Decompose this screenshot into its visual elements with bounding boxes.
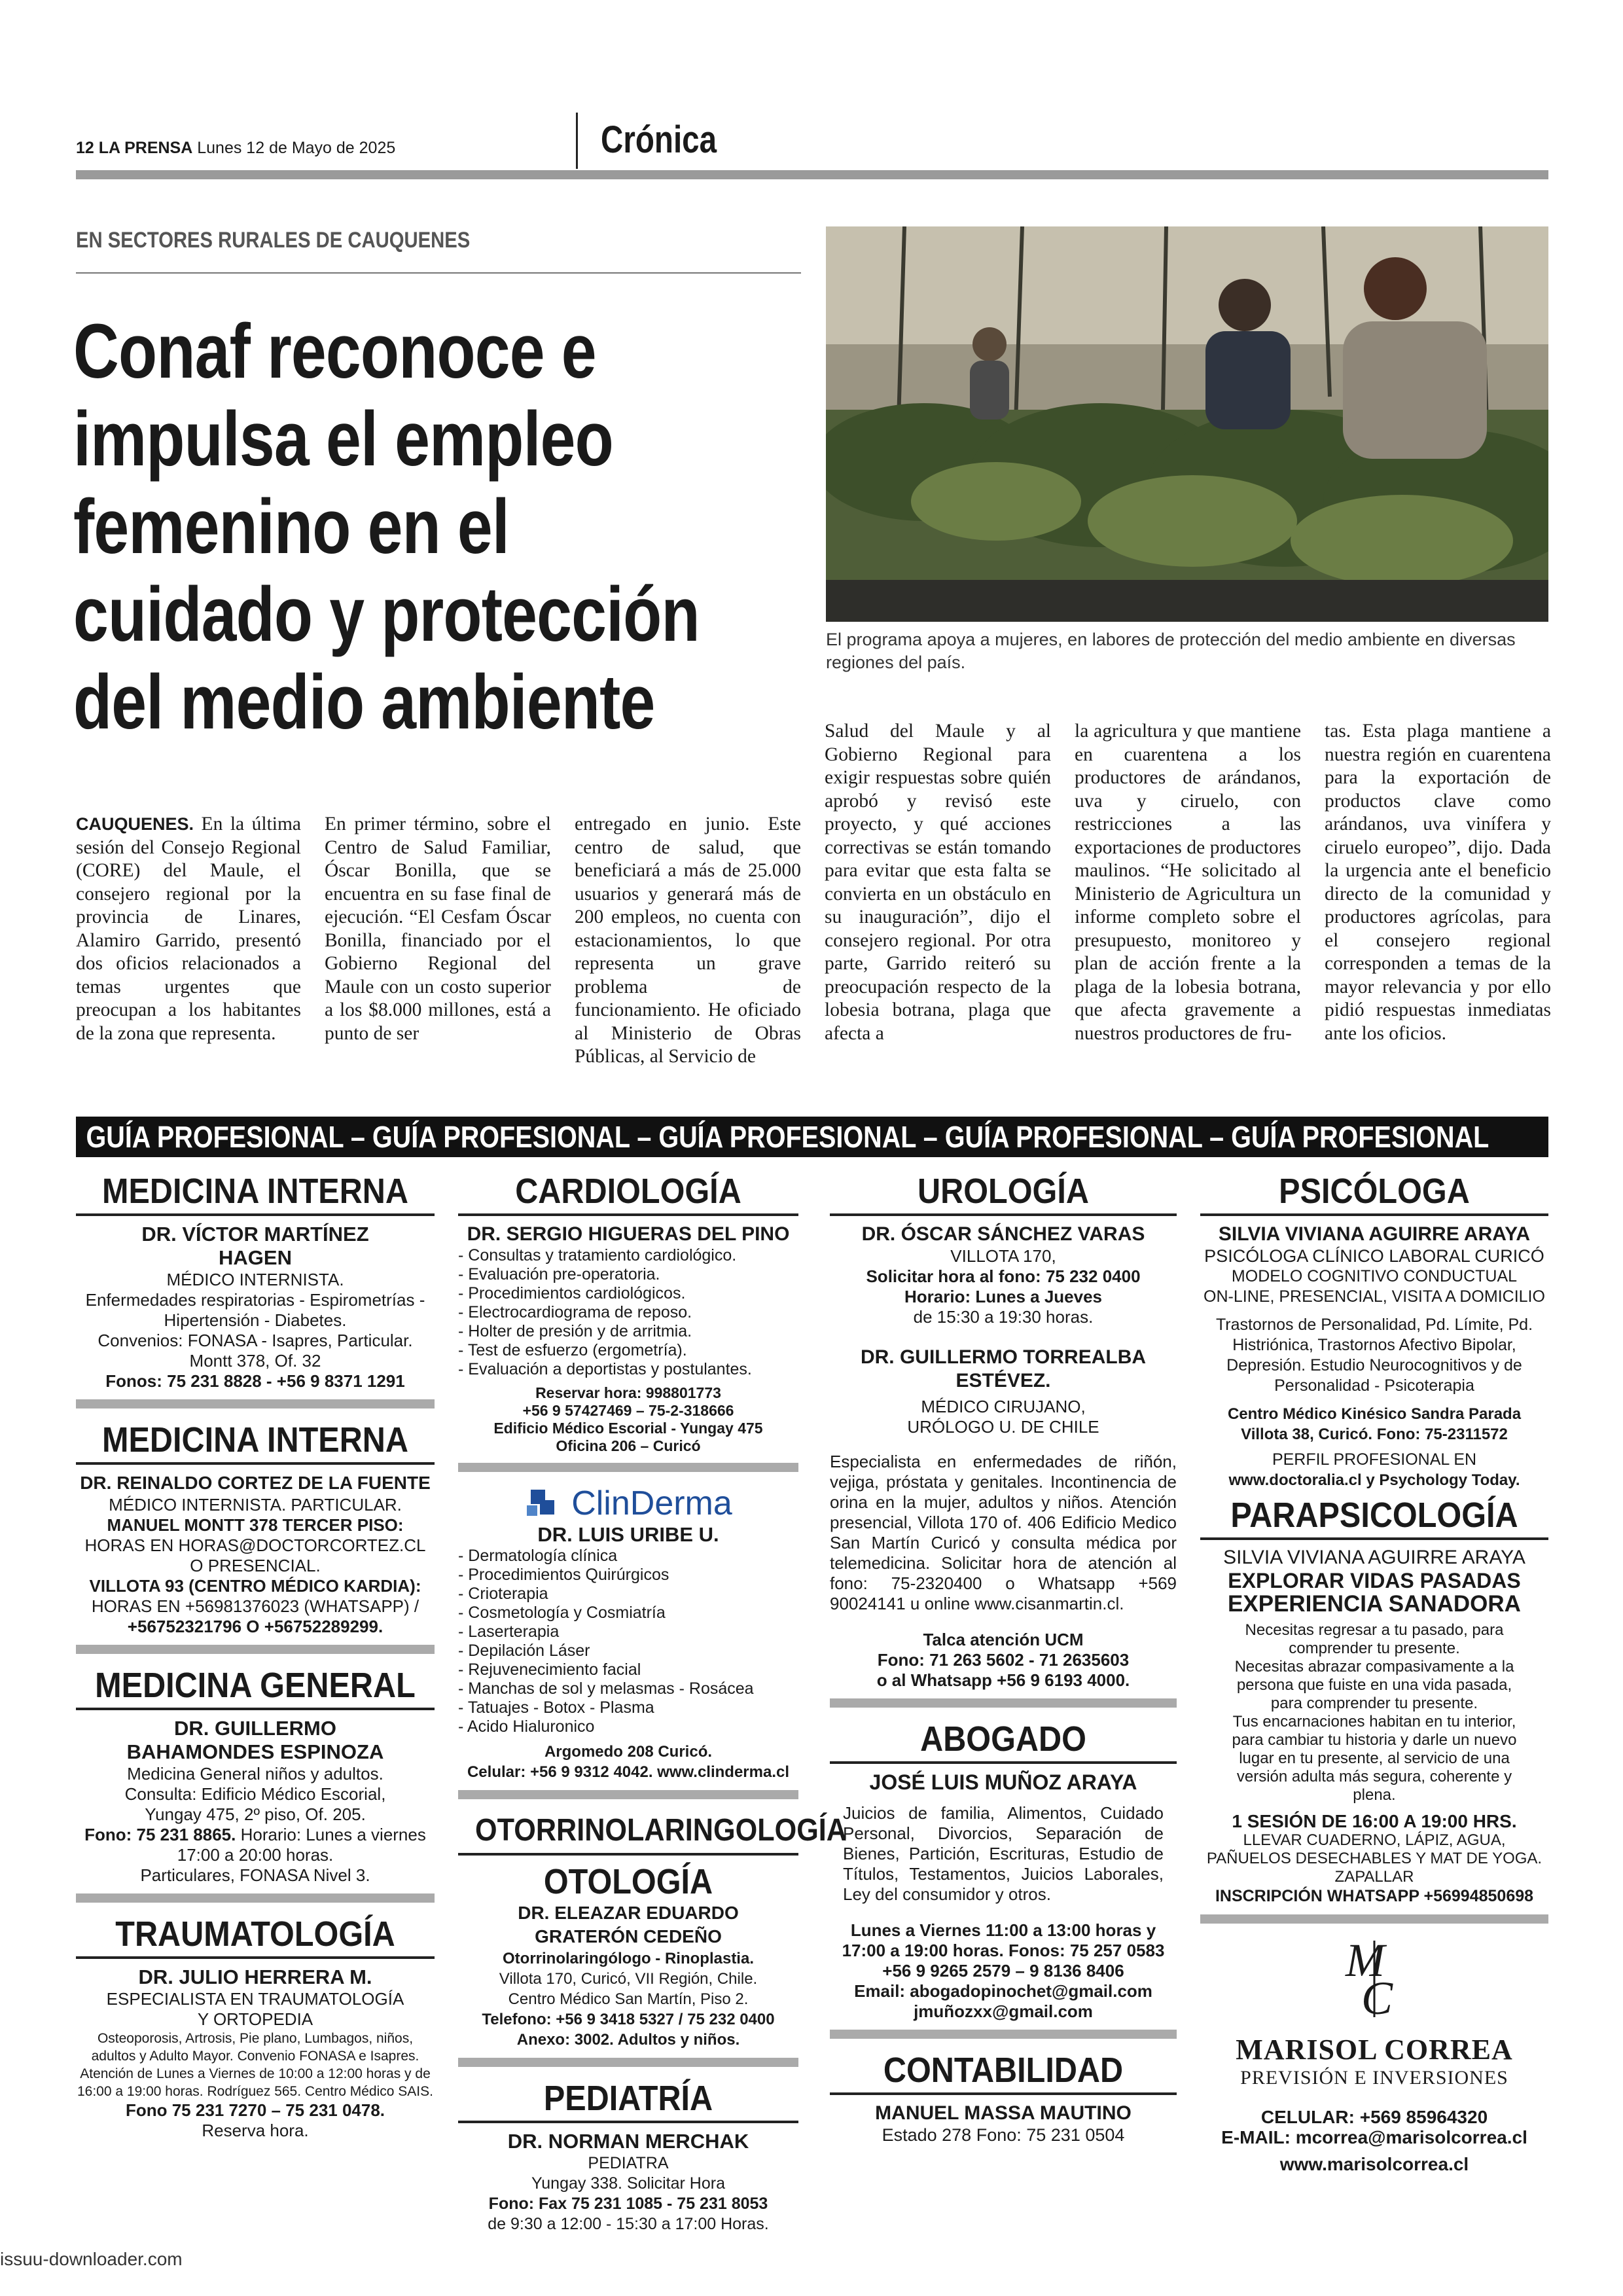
ad-line: de 9:30 a 12:00 - 15:30 a 17:00 Horas.: [488, 2215, 769, 2233]
ad-line: MANUEL MONTT 378 TERCER PISO:: [107, 1515, 404, 1535]
ad-title: CONTABILIDAD: [883, 2051, 1124, 2090]
ad-line: VILLOTA 93 (CENTRO MÉDICO KARDIA):: [89, 1576, 421, 1596]
ad-rule: [830, 2092, 1177, 2095]
article-dateline: CAUQUENES.: [76, 814, 194, 834]
ad-line: Otorrinolaringólogo - Rinoplastia.: [503, 1950, 754, 1967]
ad-separator: [76, 1399, 435, 1408]
banner-text: GUÍA PROFESIONAL – GUÍA PROFESIONAL – GUÍA PROFESIONAL – GUÍA PROFESIONAL – GUÍA PROFESIONAL: [86, 1120, 1489, 1154]
ad-line: EXPERIENCIA SANADORA: [1228, 1591, 1521, 1617]
ad-line: MÉDICO INTERNISTA.: [166, 1270, 344, 1289]
ad-line: MÉDICO CIRUJANO,: [921, 1397, 1086, 1416]
ad-paragraph: Trastornos de Personalidad, Pd. Límite, Pd. Histriónica, Trastornos Afectivo Bipolar, Depresión. Estudio Neurocognitivos y de Personalidad - Psicoterapia: [1215, 1316, 1533, 1395]
ad-line: URÓLOGO U. DE CHILE: [907, 1417, 1099, 1437]
ad-line: Consulta: Edificio Médico Escorial, Yungay 475, 2º piso, Of. 205.: [124, 1784, 386, 1824]
ad-title: ABOGADO: [920, 1719, 1086, 1759]
ad-title: UROLOGÍA: [918, 1172, 1089, 1211]
service-item: - Evaluación a deportistas y postulantes.: [458, 1360, 798, 1379]
ad-line: Reservar hora: 998801773: [535, 1384, 721, 1401]
doctor-name: DR. ELEAZAR EDUARDO GRATERÓN CEDEÑO: [518, 1903, 739, 1946]
ad-line: Centro Médico Kinésico Sandra Parada Villota 38, Curicó. Fono: 75-2311572: [1227, 1405, 1522, 1443]
ad-rule: [1200, 1537, 1548, 1540]
ad-line: +56 9 57427469 – 75-2-318666: [522, 1402, 734, 1419]
ad-title: MEDICINA GENERAL: [95, 1666, 416, 1705]
clinderma-logo: [458, 1484, 798, 1523]
ad-website: www.marisolcorrea.cl: [1279, 2154, 1469, 2174]
service-item: - Test de esfuerzo (ergometría).: [458, 1341, 798, 1360]
ad-psicologa: [1200, 1172, 1548, 2174]
ad-line: MODELO COGNITIVO CONDUCTUAL: [1231, 1267, 1518, 1285]
ad-separator: [458, 1790, 798, 1799]
service-item: - Depilación Láser: [458, 1641, 798, 1660]
service-item: - Evaluación pre-operatoria.: [458, 1265, 798, 1284]
ad-line: 1 SESIÓN DE 16:00 A 19:00 HRS.: [1232, 1811, 1517, 1831]
ad-line: Lunes a Viernes 11:00 a 13:00 horas y 17:00 a 19:00 horas. Fonos: 75 257 0583: [842, 1920, 1165, 1960]
service-list: [458, 1246, 798, 1379]
ad-title: OTORRINOLARINGOLOGÍA: [475, 1813, 847, 1848]
ad-separator: [458, 1463, 798, 1472]
ad-email: jmuñozxx@gmail.com: [914, 2001, 1093, 2021]
ad-separator: [76, 1893, 435, 1903]
service-item: - Dermatología clínica: [458, 1547, 798, 1566]
ad-line: Osteoporosis, Artrosis, Pie plano, Lumbagos, niños, adultos y Adulto Mayor. Convenio FONASA e Isapres.: [91, 2031, 419, 2064]
ad-line: Fono: 71 263 5602 - 71 2635603: [877, 1650, 1130, 1670]
ad-rule: [76, 1708, 435, 1710]
ad-line: PSICÓLOGA CLÍNICO LABORAL CURICÓ: [1204, 1246, 1544, 1266]
article-kicker: EN SECTORES RURALES DE CAUQUENES: [76, 228, 471, 253]
clinderma-wordmark: ClinDerma: [571, 1484, 732, 1522]
ad-title: TRAUMATOLOGÍA: [115, 1914, 395, 1954]
ad-line: [76, 1825, 435, 1865]
ad-line: Talca atención UCM: [923, 1630, 1084, 1649]
page-header: [76, 139, 395, 158]
ad-line: Horario: Lunes a Jueves: [904, 1287, 1102, 1306]
ad-line: Solicitar hora al fono: 75 232 0400: [866, 1266, 1141, 1286]
ad-paragraph: Especialista en enfermedades de riñón, vejiga, próstata y genitales. Incontinencia de orina en la mujer, adultos y niños. Atención presencial, Villota 170 of. 406 Edificio Medico San Martín Curicó y consulta médica por telemedicina. Solicitar hora de atención al fono: 75-2320400 o Whatsapp +569 90024141 u online www.cisanmartin.cl.: [830, 1452, 1177, 1613]
ad-line: Atención de Lunes a Viernes de 10:00 a 12:00 horas y de 16:00 a 19:00 horas. Rodríguez 565. Centro Médico SAIS.: [77, 2066, 433, 2099]
section-name: Crónica: [601, 118, 717, 161]
ad-phone: CELULAR: +569 85964320: [1260, 2107, 1488, 2127]
ad-rule: [830, 1761, 1177, 1764]
doctor-name: DR. VÍCTOR MARTÍNEZ HAGEN: [141, 1223, 369, 1269]
ad-paragraph: Necesitas abrazar compasivamente a la persona que fuiste en una vida pasada, para comprender tu presente.: [1234, 1658, 1514, 1712]
ad-line: Villota 170, Curicó, VII Región, Chile.: [499, 1970, 758, 1988]
ad-line: Argomedo 208 Curicó.: [544, 1743, 713, 1761]
clinderma-icon: [524, 1486, 566, 1521]
ad-title: PEDIATRÍA: [543, 2079, 713, 2118]
svg-text:C: C: [1361, 1972, 1393, 2020]
guide-banner: [76, 1117, 1548, 1157]
doctor-name: DR. REINALDO CORTEZ DE LA FUENTE: [80, 1473, 431, 1493]
ad-paragraph: Tus encarnaciones habitan en tu interior, para cambiar tu historia y darle un nuevo lugar en tu presente, al servicio de una versión adulta más segura, coherente y plena.: [1232, 1713, 1517, 1804]
ad-separator: [830, 2030, 1177, 2039]
service-list: [458, 1547, 798, 1736]
svg-text:M: M: [1346, 1935, 1385, 1986]
kicker-rule: [76, 272, 801, 274]
psychologist-name: SILVIA VIVIANA AGUIRRE ARAYA: [1218, 1223, 1531, 1245]
ad-line: Telefono: +56 9 3418 5327 / 75 232 0400: [482, 2011, 775, 2028]
ad-title: MEDICINA INTERNA: [102, 1172, 408, 1211]
ad-paragraph: Juicios de familia, Alimentos, Cuidado Personal, Divorcios, Separación de Bienes, Partición, Escrituras, Estudio de Títulos, Testamentos, Juicios Laborales, Ley del consumidor y otros.: [843, 1803, 1164, 1904]
ad-line: Particulares, FONASA Nivel 3.: [140, 1865, 370, 1885]
ad-line: ZAPALLAR: [1334, 1868, 1414, 1886]
ad-line: PERFIL PROFESIONAL EN: [1272, 1450, 1477, 1469]
ad-cardiologia: [458, 1172, 847, 2234]
service-item: - Tatuajes - Botox - Plasma: [458, 1698, 798, 1717]
ad-line: Oficina 206 – Curicó: [556, 1437, 701, 1454]
article-column-3: entregado en junio. Este centro de salud, que beneficiará a más de 25.000 usuarios y generará más de 200 empleos, no cuenta con estacionamientos, lo que representa un grave problema de funcionamiento. He oficiado al Ministerio de Obras Públicas, al Servicio de: [575, 814, 801, 1067]
photo-caption: El programa apoya a mujeres, en labores de protección del medio ambiente en diversas regiones del país.: [826, 630, 1516, 672]
ad-line: MÉDICO INTERNISTA. PARTICULAR.: [109, 1495, 402, 1515]
doctor-name: DR. JULIO HERRERA M.: [138, 1965, 372, 1988]
ad-medicina-interna-1: [76, 1172, 435, 2141]
service-item: - Procedimientos Quirúrgicos: [458, 1566, 798, 1585]
service-item: - Rejuvenecimiento facial: [458, 1660, 798, 1679]
ad-rule: [76, 1956, 435, 1959]
ad-rule: [458, 1213, 798, 1216]
ad-title: CARDIOLOGÍA: [515, 1172, 741, 1211]
ad-rule: [830, 1213, 1177, 1216]
header-divider: [576, 113, 578, 169]
ad-line: Edificio Médico Escorial - Yungay 475: [493, 1420, 763, 1437]
article-photo: [826, 226, 1548, 622]
ad-rule: [1200, 1213, 1548, 1216]
service-item: - Crioterapia: [458, 1585, 798, 1604]
ad-line: Estado 278 Fono: 75 231 0504: [882, 2125, 1125, 2145]
service-item: - Consultas y tratamiento cardiológico.: [458, 1246, 798, 1265]
ad-line: LLEVAR CUADERNO, LÁPIZ, AGUA, PAÑUELOS DESECHABLES Y MAT DE YOGA.: [1206, 1831, 1543, 1867]
doctor-name: DR. GUILLERMO BAHAMONDES ESPINOZA: [126, 1717, 384, 1763]
marisol-monogram-logo: [1200, 1935, 1548, 2034]
ad-line: +56 9 9265 2579 – 9 8136 8406: [882, 1961, 1124, 1981]
ad-line: +56752321796 O +56752289299.: [127, 1617, 383, 1636]
ad-line: Montt 378, Of. 32: [189, 1351, 321, 1371]
ad-line: EXPLORAR VIDAS PASADAS: [1228, 1569, 1521, 1592]
ad-line: O PRESENCIAL.: [190, 1556, 321, 1575]
footer-watermark: issuu-downloader.com: [0, 2249, 183, 2269]
page-and-paper: 12 LA PRENSA: [76, 139, 193, 157]
service-item: - Electrocardiograma de reposo.: [458, 1303, 798, 1322]
ad-line: VILLOTA 170,: [950, 1246, 1056, 1266]
doctor-name: DR. GUILLERMO TORREALBA ESTÉVEZ.: [860, 1346, 1147, 1391]
ad-separator: [458, 2058, 798, 2067]
ad-phones: Fono 75 231 7270 – 75 231 0478.: [125, 2100, 385, 2120]
ad-separator: [1200, 1914, 1548, 1924]
ad-rule: [458, 2121, 798, 2123]
doctor-name: DR. SERGIO HIGUERAS DEL PINO: [467, 1223, 790, 1245]
service-item: - Manchas de sol y melasmas - Rosácea: [458, 1679, 798, 1698]
ad-line: SILVIA VIVIANA AGUIRRE ARAYA: [1223, 1547, 1525, 1568]
ad-line: PEDIATRA: [588, 2154, 669, 2172]
ad-separator: [830, 1698, 1177, 1708]
marisol-subbrand: PREVISIÓN E INVERSIONES: [1240, 2067, 1508, 2089]
ad-line: Convenios: FONASA - Isapres, Particular.: [98, 1331, 413, 1350]
article-column-5: la agricultura y que mantiene en cuarentena a los productores de arándanos, uva y ciruelo, con restricciones a las exportaciones de productores maulinos. “He solicitado al Ministerio de Agricultura un informe completo sobre el presupuesto, monitoreo y plan de acción frente a la plaga de la lobesia botrana, que afecta gravemente a nuestros productores de fru-: [1075, 721, 1301, 1044]
ad-line: Centro Médico San Martín, Piso 2.: [508, 1990, 749, 2008]
ad-line: www.doctoralia.cl y Psychology Today.: [1228, 1471, 1520, 1489]
ad-line: HORAS EN +56981376023 (WHATSAPP) /: [91, 1596, 419, 1616]
doctor-name: DR. LUIS URIBE U.: [537, 1523, 719, 1546]
column-text: En la última sesión del Consejo Regional (CORE) del Maule, el consejero regional por la provincia de Linares, Alamiro Garrido, presentó dos oficios relacionados a temas urgentes que preocupan a los habitantes de la zona que representa.: [76, 814, 302, 1044]
service-item: - Acido Hialuronico: [458, 1717, 798, 1736]
issue-date: Lunes 12 de Mayo de 2025: [197, 139, 396, 157]
marisol-brand: MARISOL CORREA: [1236, 2034, 1513, 2066]
article-column-2: En primer término, sobre el Centro de Salud Familiar, Óscar Bonilla, que se encuentra en su fase final de ejecución. “El Cesfam Óscar Bonilla, financiado por el Gobierno Regional del Maule con un costo superior a los $8.000 millones, está a punto de ser: [325, 814, 551, 1044]
ad-rule: [458, 1853, 798, 1856]
article-column-4: Salud del Maule y al Gobierno Regional para exigir respuestas sobre quién aprobó y revisó este proyecto, y qué acciones correctivas se están tomando para evitar que esta falta se convierta en un obstáculo en su inauguración”, dijo el consejero regional. Por otra parte, Garrido reiteró su preocupación respecto de la lobesia botrana, plaga que afecta a: [825, 721, 1051, 1044]
service-item: - Cosmetología y Cosmiatría: [458, 1604, 798, 1623]
article-column-6: tas. Esta plaga mantiene a nuestra región en cuarentena para la exportación de productos clave como arándanos, uva vinífera y ciruelo europeo”, dijo. Dada la urgencia ante el beneficio directo de la comunidad y productores agrícolas, para el consejero regional corresponden a temas de la mayor relevancia y por ello pidió respuestas inmediatas ante los oficios.: [1325, 721, 1551, 1044]
ad-line: Anexo: 3002. Adultos y niños.: [516, 2031, 740, 2049]
ad-line: Medicina General niños y adultos.: [127, 1764, 383, 1784]
headline-line: Conaf reconoce e: [73, 308, 596, 395]
ad-urologia: [830, 1172, 1177, 2145]
ad-line: INSCRIPCIÓN WHATSAPP +56994850698: [1215, 1887, 1534, 1905]
ad-title: OTOLOGÍA: [543, 1862, 713, 1901]
ad-line: Enfermedades respiratorias - Espirometrías - Hipertensión - Diabetes.: [85, 1290, 425, 1330]
ad-hours: Horario: Lunes a viernes 17:00 a 20:00 horas.: [177, 1825, 426, 1865]
ad-phones: Fonos: 75 231 8828 - +56 9 8371 1291: [105, 1371, 405, 1391]
ad-title: PARAPSICOLOGÍA: [1230, 1496, 1518, 1535]
ad-title: PSICÓLOGA: [1279, 1172, 1470, 1211]
headline-line: cuidado y protección: [73, 571, 700, 658]
ad-line: de 15:30 a 19:30 horas.: [913, 1307, 1094, 1327]
ad-rule: [76, 1213, 435, 1216]
ad-line: ESPECIALISTA EN TRAUMATOLOGÍA Y ORTOPEDIA: [106, 1989, 404, 2029]
ad-separator: [76, 1645, 435, 1654]
accountant-name: MANUEL MASSA MAUTINO: [875, 2102, 1132, 2124]
ad-email: Email: abogadopinochet@gmail.com: [854, 1981, 1152, 2001]
doctor-name: DR. ÓSCAR SÁNCHEZ VARAS: [861, 1223, 1145, 1245]
mc-monogram-icon: [1335, 1935, 1414, 2020]
article-column-1: [76, 813, 301, 1045]
headline-line: femenino en el: [73, 484, 509, 570]
ad-line: HORAS EN HORAS@DOCTORCORTEZ.CL: [84, 1535, 426, 1555]
headline-line: del medio ambiente: [73, 659, 655, 745]
ad-paragraph: Necesitas regresar a tu pasado, para comprender tu presente.: [1245, 1621, 1504, 1657]
service-item: - Laserterapia: [458, 1623, 798, 1641]
headline-line: impulsa el empleo: [73, 396, 613, 482]
service-item: - Procedimientos cardiológicos.: [458, 1284, 798, 1303]
article-headline: [73, 308, 771, 746]
ad-line: Reserva hora.: [202, 2121, 309, 2140]
lawyer-name: JOSÉ LUIS MUÑOZ ARAYA: [869, 1770, 1137, 1794]
ad-line: Yungay 338. Solicitar Hora: [531, 2174, 725, 2193]
ad-email: E-MAIL: mcorrea@marisolcorrea.cl: [1221, 2127, 1527, 2147]
service-item: - Holter de presión y de arritmia.: [458, 1322, 798, 1341]
header-rule: [76, 170, 1548, 179]
ad-rule: [76, 1462, 435, 1465]
doctor-name: DR. NORMAN MERCHAK: [507, 2130, 749, 2153]
ad-line: Fono: Fax 75 231 1085 - 75 231 8053: [488, 2195, 768, 2213]
ad-line: o al Whatsapp +56 9 6193 4000.: [876, 1670, 1130, 1690]
ad-phone: Fono: 75 231 8865.: [84, 1825, 236, 1844]
ad-title: MEDICINA INTERNA: [102, 1420, 408, 1460]
ad-line: ON-LINE, PRESENCIAL, VISITA A DOMICILIO: [1204, 1287, 1545, 1306]
ad-line: Celular: +56 9 9312 4042. www.clinderma.cl: [467, 1763, 790, 1781]
nursery-photo-illustration: [826, 226, 1548, 622]
